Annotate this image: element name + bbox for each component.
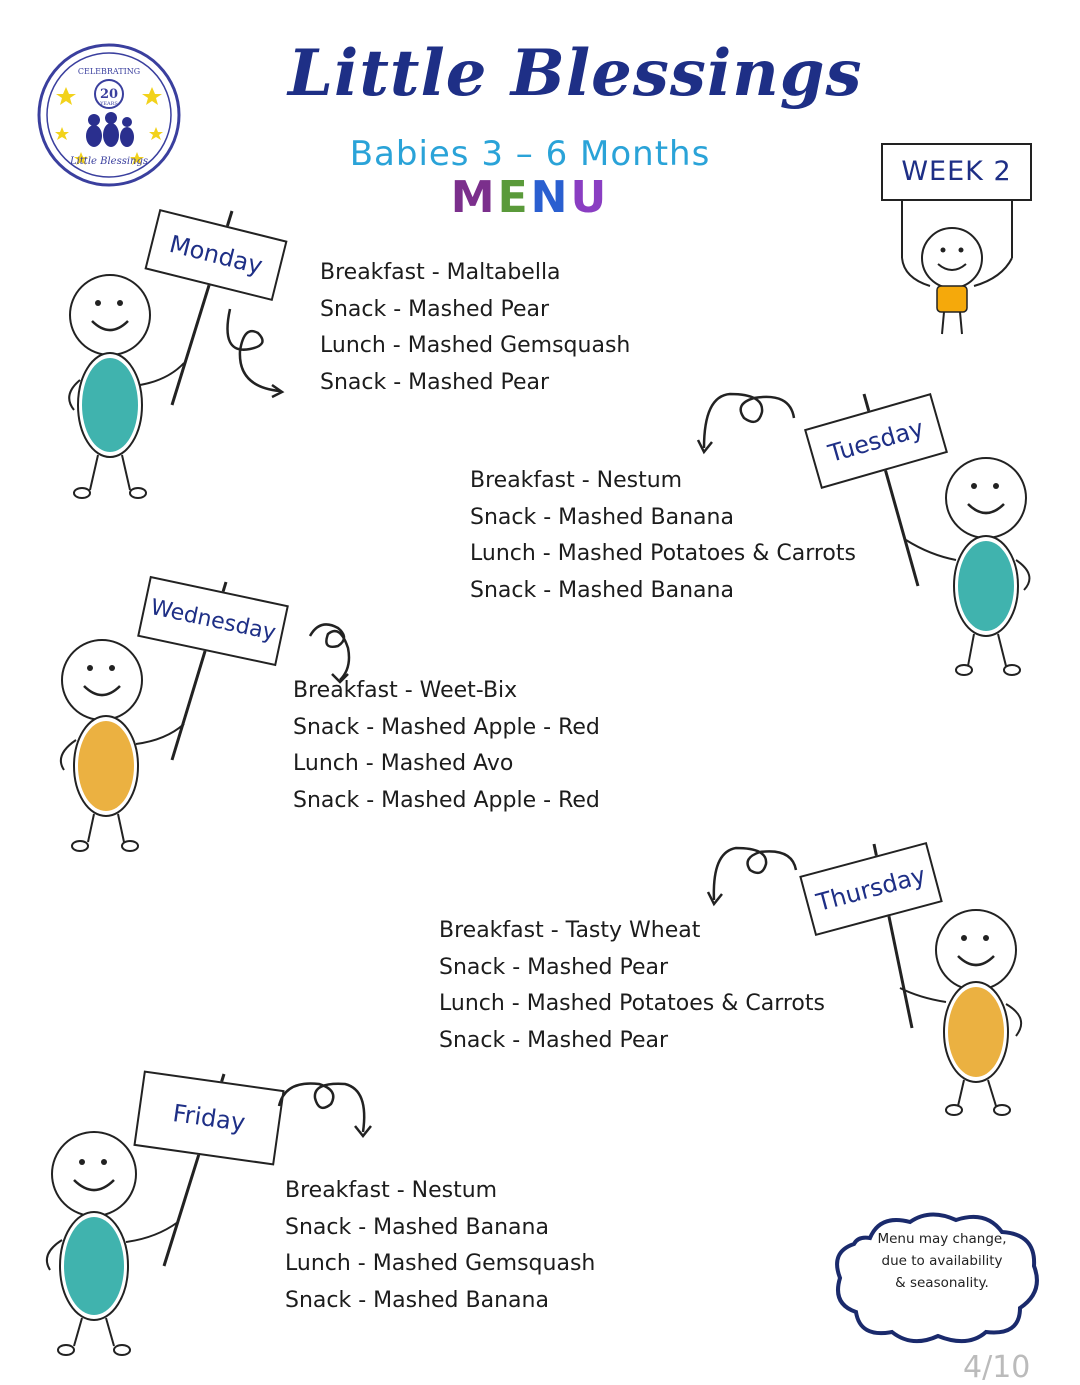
meal-item: Breakfast - Tasty Wheat: [439, 918, 701, 943]
note-line: due to availability: [881, 1253, 1003, 1269]
meal-item: Breakfast - Weet-Bix: [293, 678, 518, 703]
meal-item: Snack - Mashed Pear: [320, 296, 550, 322]
meal-item: Lunch - Mashed Potatoes & Carrots: [439, 991, 825, 1016]
meal-item: Snack - Mashed Banana: [285, 1214, 549, 1240]
wednesday-meal-list: [293, 673, 600, 819]
tuesday-meal-list: [470, 463, 856, 609]
meal-item: Breakfast - Maltabella: [320, 260, 561, 285]
day-sign-tuesday: Tuesday: [804, 393, 948, 489]
note-line: & seasonality.: [895, 1275, 989, 1291]
arrow-curl-icon: [275, 1076, 375, 1150]
logo-years-number: 20: [99, 87, 119, 102]
meal-item: Lunch - Mashed Gemsquash: [320, 333, 631, 358]
figure-body-fill: [78, 721, 134, 811]
logo-name: Little Blessings: [69, 156, 149, 167]
meal-item: Lunch - Mashed Potatoes & Carrots: [470, 541, 856, 566]
menu-letter: M: [450, 172, 498, 223]
meal-item: Lunch - Mashed Avo: [293, 751, 514, 776]
day-sign-monday: Monday: [144, 209, 287, 301]
logo-celebrating-text: CELEBRATING: [77, 67, 141, 76]
meal-item: Breakfast - Nestum: [470, 468, 683, 493]
meal-item: Snack - Mashed Apple - Red: [293, 787, 600, 813]
friday-meal-list: [285, 1173, 595, 1319]
meal-item: Snack - Mashed Banana: [470, 577, 734, 603]
meal-item: Snack - Mashed Pear: [439, 954, 669, 980]
menu-letter: E: [497, 172, 531, 223]
menu-letter: N: [530, 172, 571, 223]
meal-item: Snack - Mashed Apple - Red: [293, 714, 600, 740]
day-sign-wednesday: Wednesday: [137, 576, 289, 666]
meal-item: Lunch - Mashed Gemsquash: [285, 1251, 596, 1276]
week-stick-figure: [890, 198, 1030, 342]
figure-body-fill: [958, 541, 1014, 631]
meal-item: Snack - Mashed Banana: [470, 504, 734, 530]
logo-years-label: YEARS: [100, 101, 118, 107]
page-indicator: 4/10: [963, 1350, 1031, 1385]
figure-body-fill: [64, 1217, 124, 1315]
thursday-meal-list: [439, 913, 825, 1059]
page-title: Little Blessings: [288, 36, 863, 111]
menu-letter: U: [570, 172, 610, 223]
menu-heading: [300, 172, 760, 223]
figure-body-fill: [82, 358, 138, 452]
page-subtitle: Babies 3 – 6 Months: [349, 134, 711, 174]
week-label: WEEK 2: [881, 143, 1032, 201]
arrow-curl-icon: [690, 388, 800, 462]
day-sign-thursday: Thursday: [799, 842, 943, 936]
arrow-curl-icon: [222, 305, 292, 404]
meal-item: Breakfast - Nestum: [285, 1178, 498, 1203]
availability-note: [862, 1228, 1022, 1294]
monday-meal-list: [320, 255, 630, 401]
meal-item: Snack - Mashed Pear: [320, 369, 550, 395]
day-sign-friday: Friday: [133, 1070, 284, 1165]
school-logo: [36, 42, 182, 188]
arrow-curl-icon: [700, 842, 800, 916]
meal-item: Snack - Mashed Pear: [439, 1027, 669, 1053]
meal-item: Snack - Mashed Banana: [285, 1287, 549, 1313]
figure-body-fill: [948, 987, 1004, 1077]
note-line: Menu may change,: [877, 1231, 1007, 1247]
